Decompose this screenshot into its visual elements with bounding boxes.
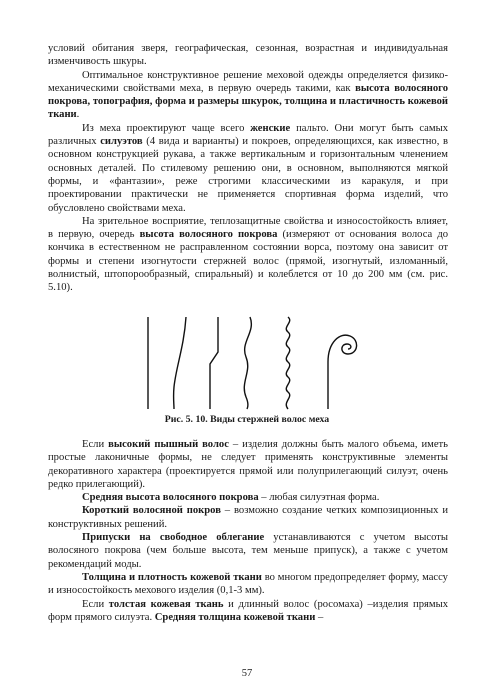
- paragraph: [48, 571, 448, 598]
- bold-text: толстая кожевая ткань: [108, 598, 224, 610]
- text-span: пальто. Они могут быть самых различных: [48, 122, 448, 148]
- text-span: –: [315, 611, 324, 623]
- bold-text: женские: [250, 122, 291, 134]
- bold-text: Средняя высота волосяного покрова: [82, 492, 259, 504]
- corkscrew-hair-icon: [286, 317, 289, 409]
- paragraph: [48, 69, 448, 122]
- text-span: и длинный волос (росомаха) –изделия прямых форм прямого силуэта.: [48, 598, 448, 623]
- text-span: Если: [82, 598, 109, 610]
- paragraph: [48, 438, 448, 491]
- spiral-hair-icon: [328, 335, 357, 409]
- text-span: Если: [82, 439, 109, 450]
- bold-text: высота волосяного покрова, топография, форма и размеры шкурок, толщина и пластичность кожевой ткани: [48, 82, 448, 121]
- text-span: (измеряют от основания волоса до кончика в естественном не расправленном состоянии ворса, поэтому она зависит от формы и степени изогнутости стержней волос (прямой, изогнутый, изломанный, волнистый, штопорообразный, спиральный) и колеблется от 10 до 200 мм (см. рис. 5.10).: [48, 229, 449, 294]
- text-block-top: [48, 42, 448, 295]
- text-span: во многом предопределяет форму, массу и износостойкость мехового изделия (0,1-3 мм).: [48, 571, 448, 597]
- bold-text: Средняя толщина кожевой ткани: [154, 611, 316, 623]
- bold-text: Припуски на свободное облегание: [82, 532, 265, 544]
- broken-hair-icon: [210, 317, 218, 409]
- text-span: – любая силуэтная форма.: [258, 492, 380, 504]
- text-span: Оптимальное конструктивное решение меховой одежды определяется физико-механическими свойствами меха, в первую очередь такими, как: [48, 69, 448, 94]
- text-span: – возможно создание четких композиционных и конструктивных решений.: [48, 505, 448, 530]
- paragraph: [48, 491, 448, 504]
- bold-text: Короткий волосяной покров: [82, 505, 221, 517]
- bold-text: высота волосяного покрова: [139, 229, 278, 241]
- hair-types-figure: [128, 312, 368, 412]
- paragraph: [48, 215, 448, 295]
- bold-text: высокий пышный волос: [108, 439, 229, 450]
- paragraph: [48, 531, 448, 571]
- text-span: – изделия должны быть малого объема, иметь простые лаконичные формы, не следует применять конструктивные элементы декоративного характера (проектируется прямой или полуприлегающий силуэт, очень редко прилегающий).: [48, 439, 448, 490]
- text-span: Из меха проектируют чаще всего: [82, 122, 251, 134]
- text-span: условий обитания зверя, географическая, сезонная, возрастная и индивидуальная изменчивость шкуры.: [48, 43, 448, 68]
- curved-hair-icon: [174, 317, 186, 409]
- text-span: (4 вида и варианты) и покроев, определяющихся, как известно, в основном конструкцией рукава, а также вертикальным и горизонтальным членением основных деталей. По стилевому решению они, в основном, выполняются мягкой формы, и «фантазии», реже строгими классическими из каракуля, и при проектировании практически не применяется спортивная форма изделий, что обусловлено свойствами меха.: [48, 136, 448, 214]
- page-number: 57: [241, 668, 253, 679]
- bold-text: силуэтов: [100, 136, 143, 148]
- bold-text: Толщина и плотность кожевой ткани: [82, 571, 262, 583]
- figure-caption: Рис. 5. 10. Виды стержней волос меха: [164, 414, 330, 425]
- paragraph: [48, 42, 448, 69]
- text-block-bottom: [48, 438, 448, 624]
- paragraph: [48, 504, 448, 531]
- text-span: .: [76, 109, 80, 121]
- paragraph: [48, 122, 448, 215]
- paragraph: [48, 598, 448, 625]
- text-span: устанавливаются с учетом высоты волосяного покрова (чем больше высота, тем меньше припуск), а также с учетом рекомендаций моды.: [48, 532, 448, 570]
- text-span: На зрительное восприятие, теплозащитные свойства и износостойкость влияет, в первую, очередь: [48, 215, 448, 241]
- wavy-hair-icon: [244, 317, 251, 409]
